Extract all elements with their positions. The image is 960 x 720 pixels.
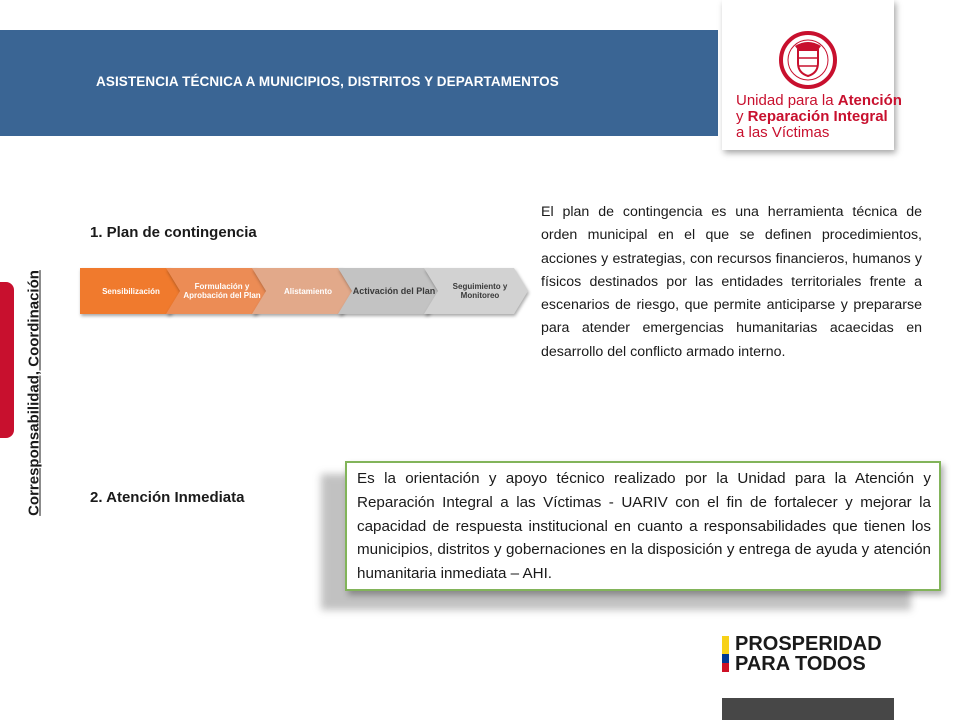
- process-flow: [80, 268, 530, 314]
- process-step: Seguimiento y Monitoreo: [424, 268, 528, 314]
- logo-line-2: y Reparación Integral: [736, 108, 888, 125]
- plan-contingencia-title: 1. Plan de contingencia: [90, 224, 257, 241]
- logo-line-1: Unidad para la Atención: [736, 92, 902, 109]
- logo-line-3: a las Víctimas: [736, 124, 830, 141]
- prosperidad-logo-text: PROSPERIDAD PARA TODOS: [735, 633, 882, 675]
- uariv-logo: [722, 0, 902, 150]
- page-title: ASISTENCIA TÉCNICA A MUNICIPIOS, DISTRITOS Y DEPARTAMENTOS: [96, 74, 559, 89]
- colombia-coat-of-arms-icon: [778, 30, 838, 90]
- plan-description: El plan de contingencia es una herramienta técnica de orden municipal en el que se definen procedimientos, acciones y estrategias, con recursos financieros, humanos y físicos destinados por las entidades territoriales frente a escenarios de riesgo, que permite anticiparse y prepararse para atender emergencias humanitarias acaecidas en desarrollo del conflicto armado interno.: [541, 204, 922, 360]
- definition-box: Es la orientación y apoyo técnico realizado por la Unidad para la Atención y Reparación Integral a las Víctimas - UARIV con el fin de fortalecer y mejorar la capacidad de respuesta institucional en cuanto a responsabilidades que tienen los municipios, distritos y gobernaciones en la disposición y entrega de ayuda y atención humanitaria inmediata – AHI.: [345, 461, 941, 591]
- process-step: Alistamiento: [252, 268, 356, 314]
- process-step: Formulación y Aprobación del Plan: [166, 268, 270, 314]
- process-step: Activación del Plan: [338, 268, 442, 314]
- colombia-flag-icon: [722, 636, 729, 672]
- footer-bar: [722, 698, 894, 720]
- process-step: Sensibilización: [80, 268, 184, 314]
- sidebar-label: Corresponsabilidad, Coordinación: [25, 270, 43, 516]
- atencion-inmediata-title: 2. Atención Inmediata: [90, 489, 245, 506]
- sidebar-accent-bar: [0, 282, 14, 438]
